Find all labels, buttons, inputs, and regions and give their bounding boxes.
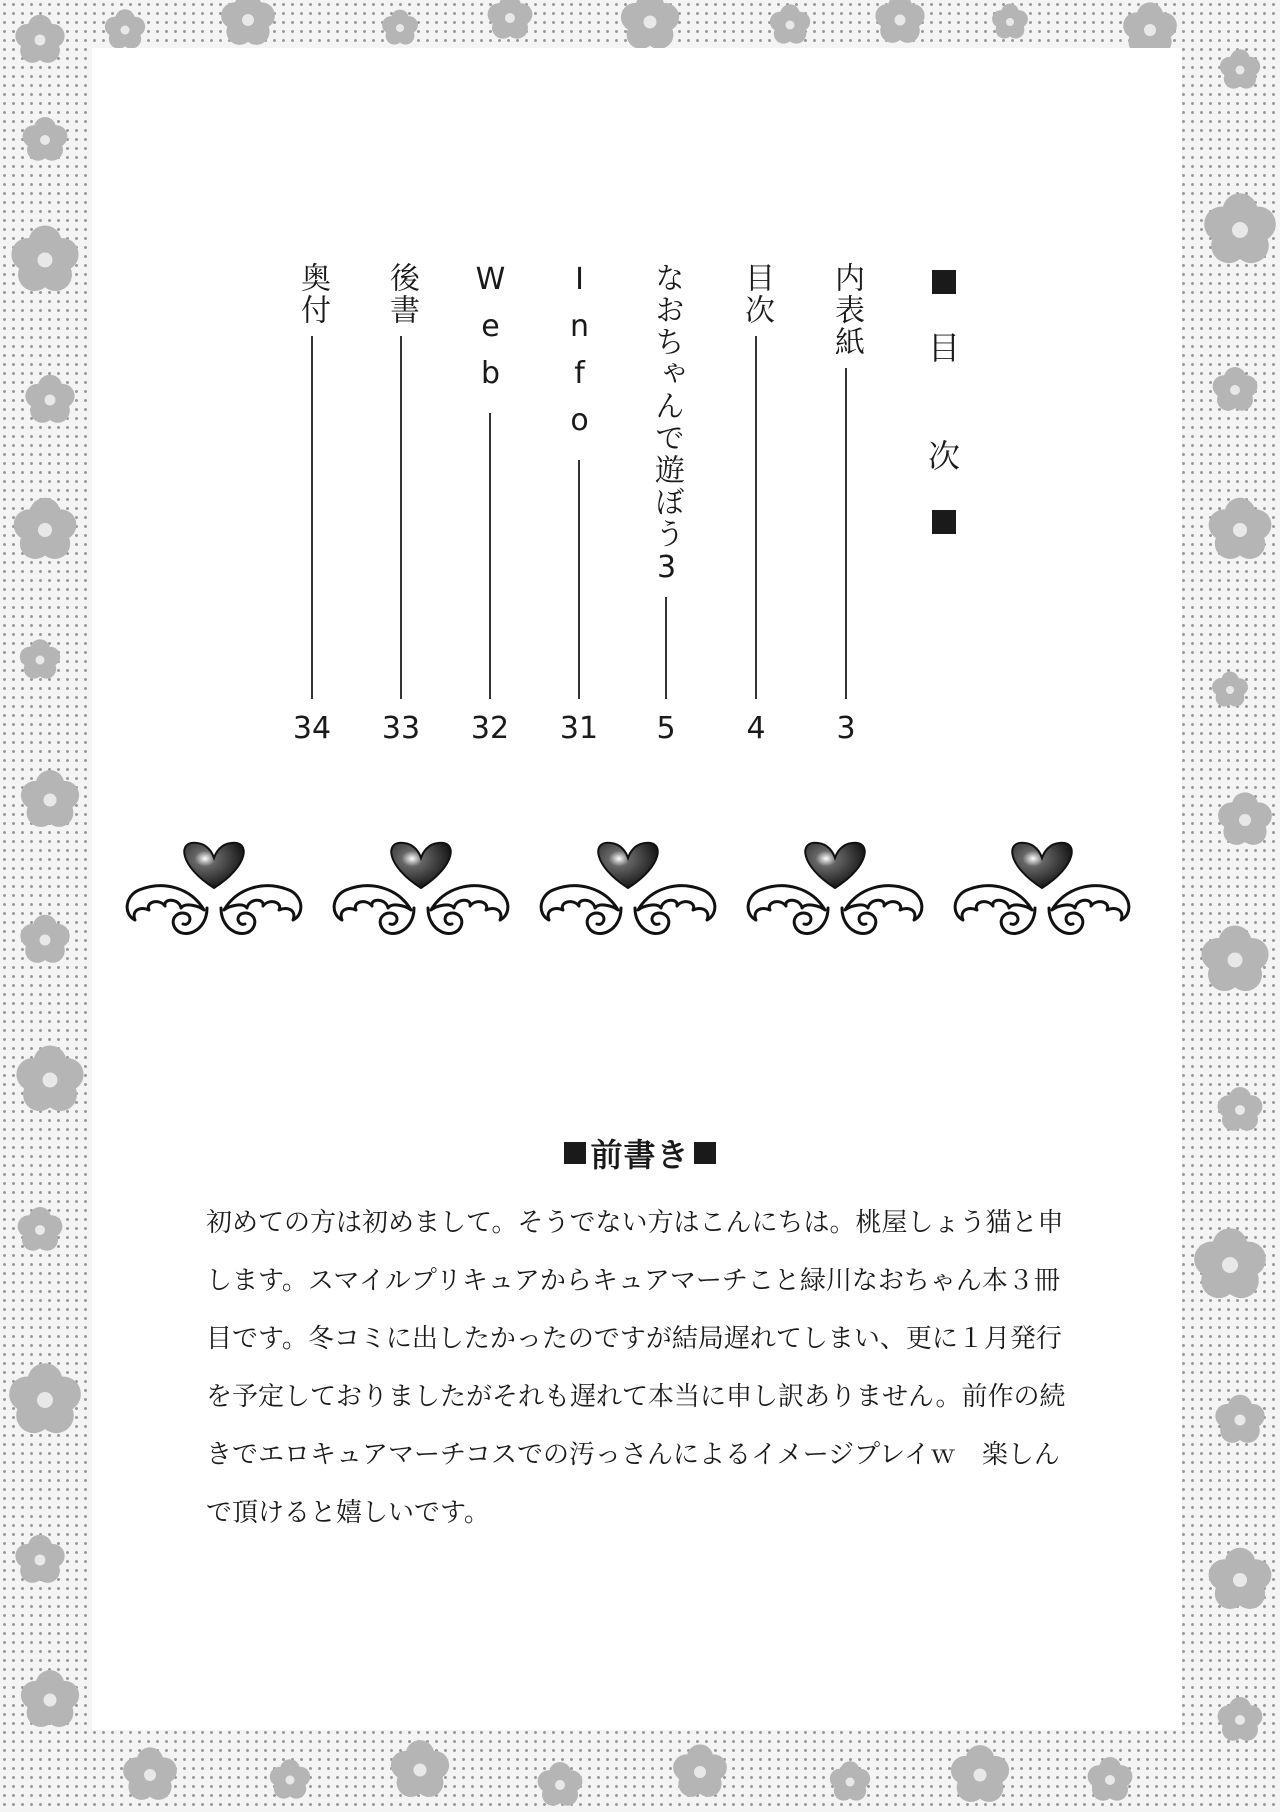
toc-entry-inner-cover — [816, 262, 876, 747]
ornament-row — [118, 840, 1138, 960]
toc-entry-page: 34 — [292, 711, 332, 746]
toc-entry-page: 5 — [656, 711, 676, 746]
winged-heart-icon — [325, 840, 517, 950]
toc-leader-line — [755, 336, 757, 699]
toc-heading — [920, 270, 968, 534]
winged-heart-icon — [118, 840, 310, 950]
winged-heart-icon — [532, 840, 724, 950]
foreword-title-text: 前書き — [590, 1136, 690, 1174]
toc-entry-title: 内表紙 — [829, 262, 864, 358]
toc-heading-char: 次 — [927, 437, 960, 475]
foreword-line: を予定しておりましたがそれも遅れて本当に申し訳ありません。前作の続 — [206, 1382, 1066, 1412]
toc-entry-main-story — [636, 262, 696, 747]
toc-entry-page: 4 — [746, 711, 766, 746]
square-bullet-icon — [564, 1142, 586, 1164]
square-bullet-icon — [932, 270, 956, 294]
toc-entry-page: 32 — [470, 711, 510, 746]
toc-entry-title: 奥付 — [295, 262, 330, 326]
toc-entry-title: なおちゃんで遊ぼう3 — [649, 262, 684, 587]
winged-heart-icon — [739, 840, 931, 950]
toc-entry-page: 31 — [559, 711, 599, 746]
toc-leader-line — [400, 336, 402, 699]
toc-leader-line — [311, 336, 313, 699]
toc-entry-web — [460, 262, 520, 747]
foreword-line: 初めての方は初めまして。そうでない方はこんにちは。桃屋しょう猫と申 — [206, 1208, 1064, 1238]
square-bullet-icon — [694, 1142, 716, 1164]
foreword-body — [206, 1194, 1086, 1542]
foreword-line: します。スマイルプリキュアからキュアマーチこと緑川なおちゃん本３冊 — [206, 1266, 1060, 1296]
toc-entry-contents — [726, 262, 786, 747]
foreword-title — [0, 1130, 1280, 1176]
toc-entry-title: Info — [562, 262, 597, 450]
toc-entry-page: 3 — [836, 711, 856, 746]
toc-leader-line — [578, 460, 580, 699]
toc-leader-line — [665, 597, 667, 699]
foreword-line: 目です。冬コミに出したかったのですが結局遅れてしまい、更に１月発行 — [206, 1324, 1062, 1354]
toc-entry-page: 33 — [381, 711, 421, 746]
toc-heading-char: 目 — [927, 329, 960, 367]
toc-entry-info — [549, 262, 609, 747]
foreword-line: で頂けると嬉しいです。 — [206, 1498, 490, 1528]
toc-leader-line — [845, 368, 847, 699]
toc-entry-title: Web — [473, 262, 508, 403]
toc-entry-afterword — [371, 262, 431, 747]
square-bullet-icon — [932, 510, 956, 534]
toc-entry-title: 目次 — [739, 262, 774, 326]
toc-entry-colophon — [282, 262, 342, 747]
toc-entry-title: 後書 — [384, 262, 419, 326]
winged-heart-icon — [946, 840, 1138, 950]
foreword-line: きでエロキュアマーチコスでの汚っさんによるイメージプレイｗ 楽しん — [206, 1440, 1060, 1470]
toc-leader-line — [489, 413, 491, 699]
